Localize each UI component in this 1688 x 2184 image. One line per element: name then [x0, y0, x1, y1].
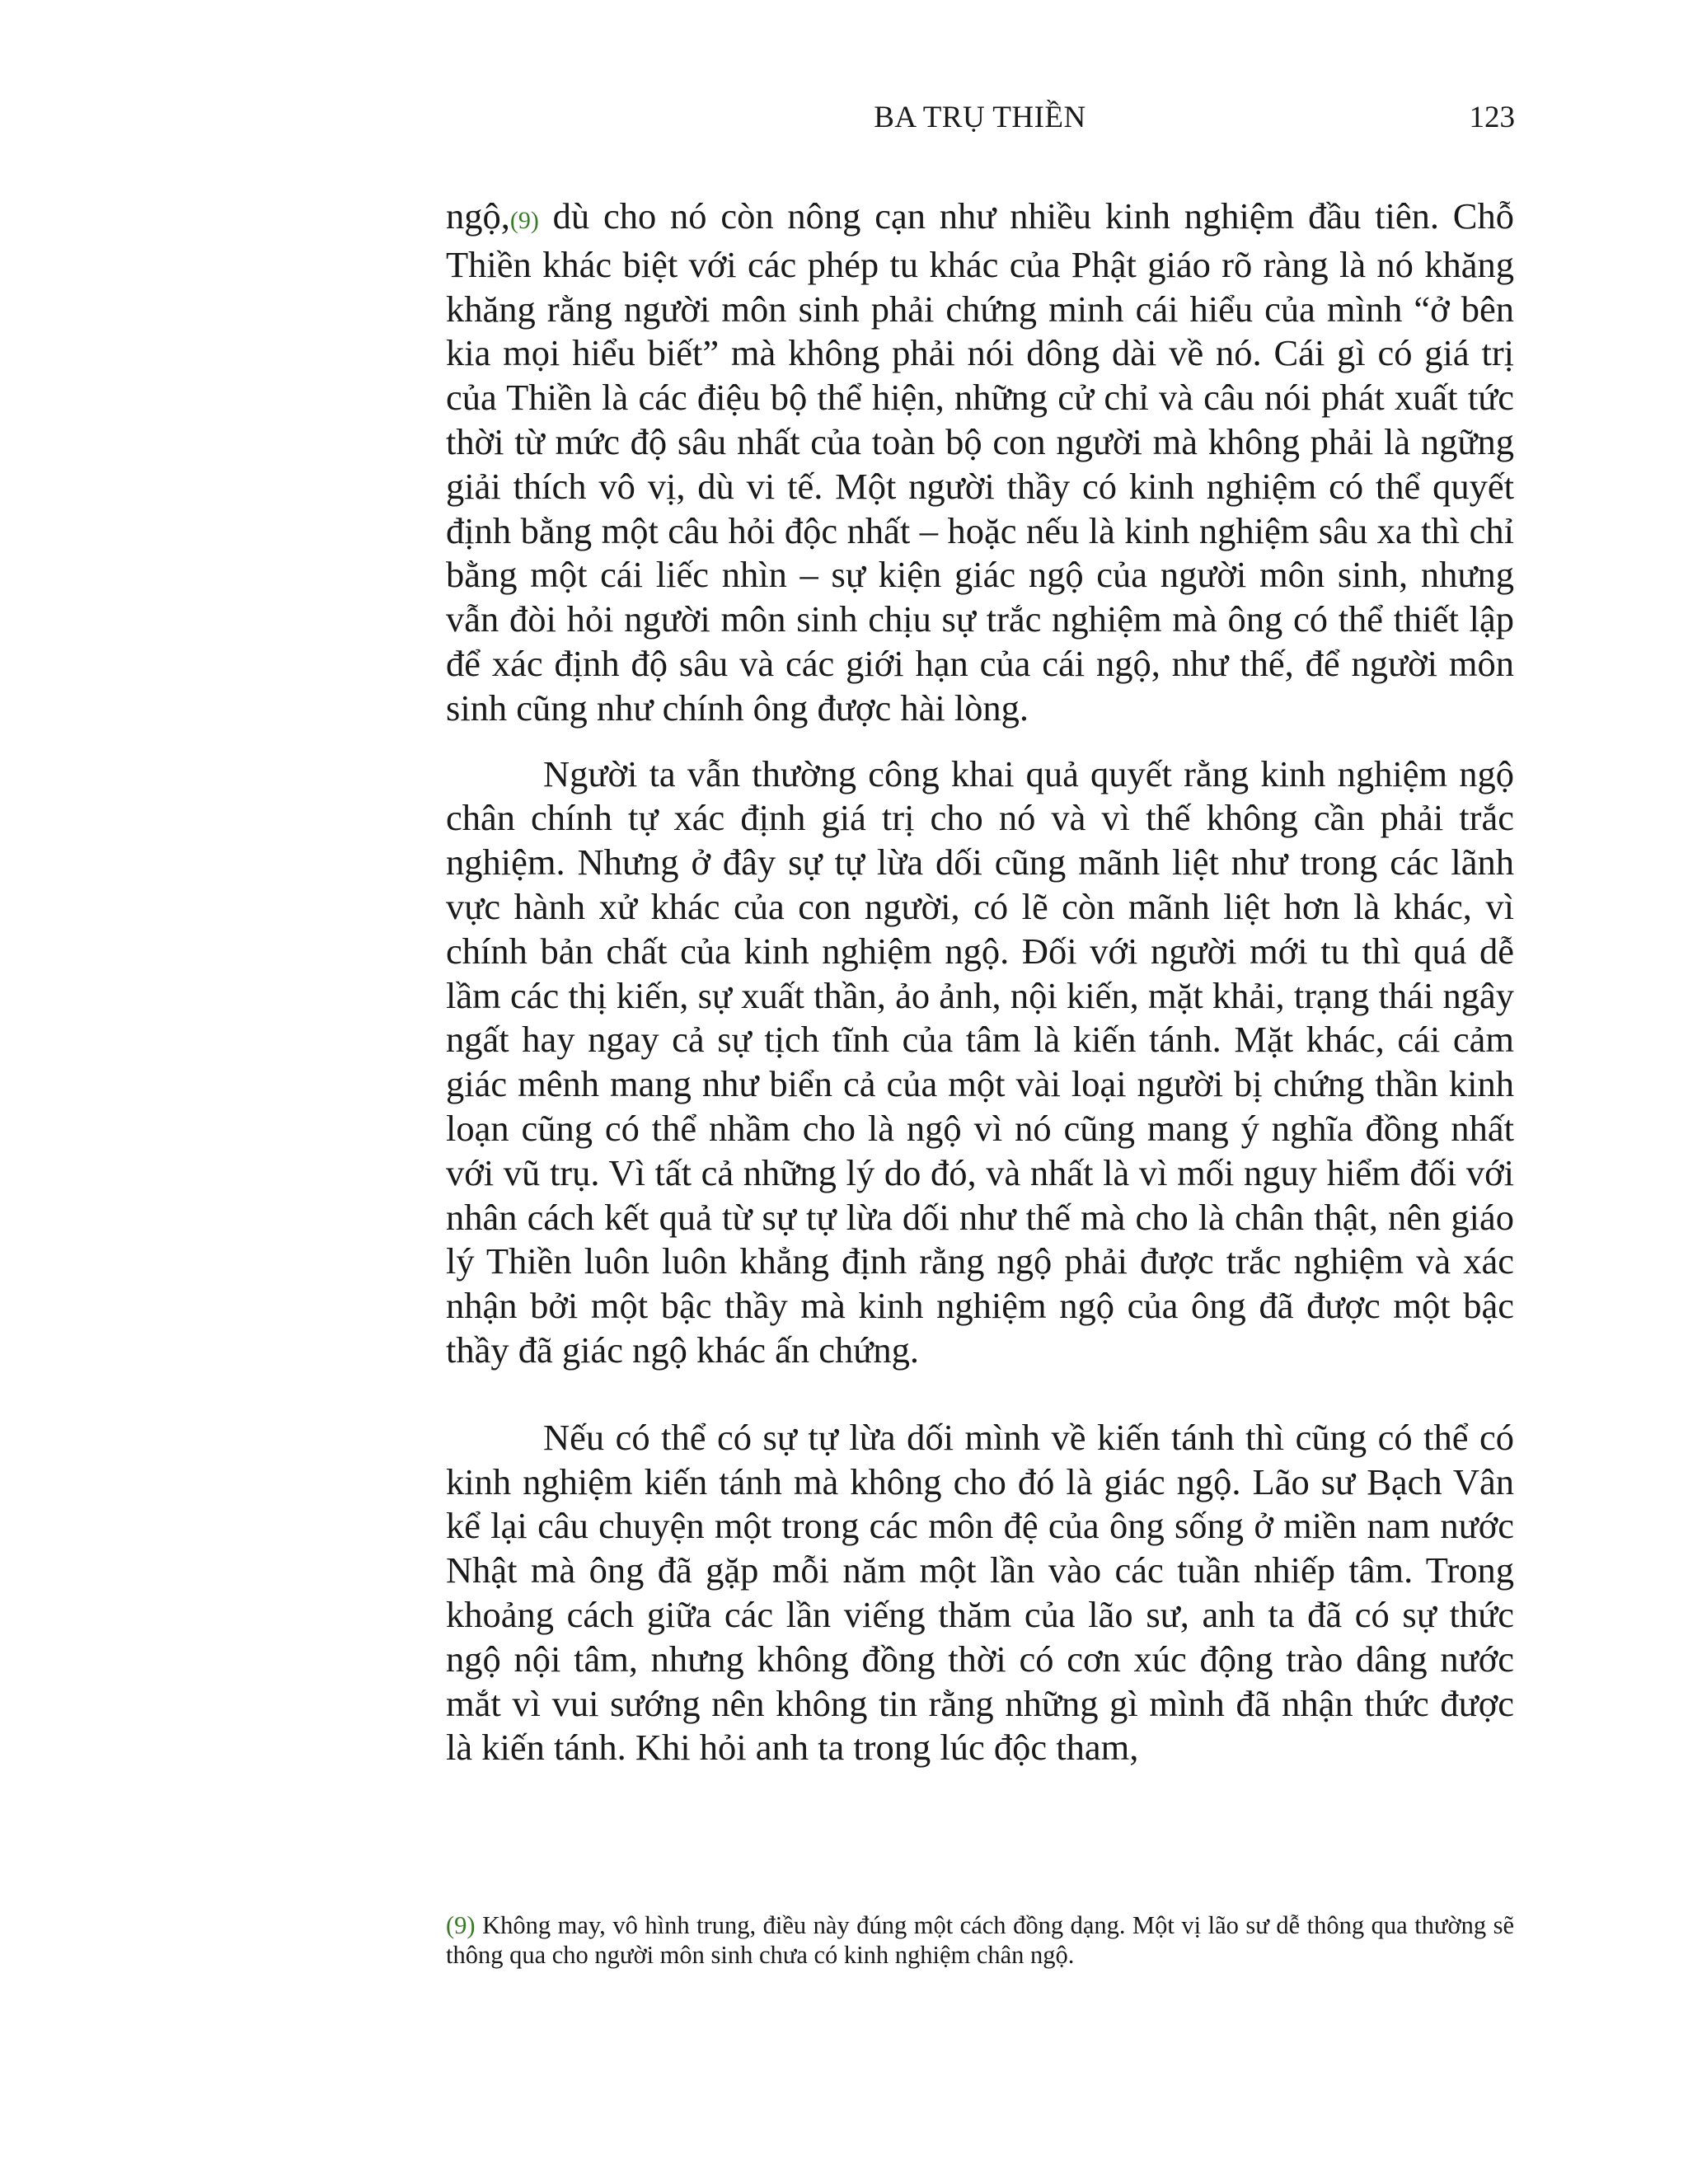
footnote-reference[interactable]: (9): [509, 207, 539, 234]
page-header: [445, 97, 1515, 138]
footnote-9: [446, 1910, 1514, 1970]
paragraph-3: Nếu có thể có sự tự lừa dối mình về kiến tánh thì cũng có thể có kinh nghiệm kiến tánh mà không cho đó là giác ngộ. Lão sư Bạch Vân kể lại câu chuyện một trong các môn đệ của ông sống ở miền nam nước Nhật mà ông đã gặp mỗi năm một lần vào các tuần nhiếp tâm. Trong khoảng cách giữa các lần viếng thăm của lão sư, anh ta đã có sự thức ngộ nội tâm, nhưng không đồng thời có cơn xúc động trào dâng nước mắt vì vui sướng nên không tin rằng những gì mình đã nhận thức được là kiến tánh. Khi hỏi anh ta trong lúc độc tham,: [446, 1416, 1514, 1769]
footnote-text: Không may, vô hình trung, điều này đúng một cách đồng dạng. Một vị lão sư dễ thông qua thường sẽ thông qua cho người môn sinh chưa có kinh nghiệm chân ngộ.: [446, 1911, 1514, 1969]
page-number: 123: [1469, 101, 1515, 134]
footnote: [446, 1910, 1514, 1970]
main-text: [446, 194, 1514, 1770]
footnote-marker: (9): [446, 1911, 476, 1939]
paragraph-1-lead: ngộ,: [446, 195, 510, 237]
running-title: BA TRỤ THIỀN: [874, 101, 1086, 134]
paragraph-1: [446, 194, 1514, 731]
paragraph-1-text: dù cho nó còn nông cạn như nhiều kinh nghiệm đầu tiên. Chỗ Thiền khác biệt với các phép tu khác của Phật giáo rõ ràng là nó khăng khăng rằng người môn sinh phải chứng minh cái hiểu của mình “ở bên kia mọi hiểu biết” mà không phải nói dông dài về nó. Cái gì có giá trị của Thiền là các điệu bộ thể hiện, những cử chỉ và câu nói phát xuất tức thời từ mức độ sâu nhất của toàn bộ con người mà không phải là ngững giải thích vô vị, dù vi tế. Một người thầy có kinh nghiệm có thể quyết định bằng một câu hỏi độc nhất – hoặc nếu là kinh nghiệm sâu xa thì chỉ bằng một cái liếc nhìn – sự kiện giác ngộ của người môn sinh, nhưng vẫn đòi hỏi người môn sinh chịu sự trắc nghiệm mà ông có thể thiết lập để xác định độ sâu và các giới hạn của cái ngộ, như thế, để người môn sinh cũng như chính ông được hài lòng.: [446, 195, 1514, 729]
paragraph-2: Người ta vẫn thường công khai quả quyết rằng kinh nghiệm ngộ chân chính tự xác định giá trị cho nó và vì thế không cần phải trắc nghiệm. Nhưng ở đây sự tự lừa dối cũng mãnh liệt như trong các lãnh vực hành xử khác của con người, có lẽ còn mãnh liệt hơn là khác, vì chính bản chất của kinh nghiệm ngộ. Đối với người mới tu thì quá dễ lầm các thị kiến, sự xuất thần, ảo ảnh, nội kiến, mặt khải, trạng thái ngây ngất hay ngay cả sự tịch tĩnh của tâm là kiến tánh. Mặt khác, cái cảm giác mênh mang như biển cả của một vài loại người bị chứng thần kinh loạn cũng có thể nhầm cho là ngộ vì nó cũng mang ý nghĩa đồng nhất với vũ trụ. Vì tất cả những lý do đó, và nhất là vì mối nguy hiểm đối với nhân cách kết quả từ sự tự lừa dối như thế mà cho là chân thật, nên giáo lý Thiền luôn luôn khẳng định rằng ngộ phải được trắc nghiệm và xác nhận bởi một bậc thầy mà kinh nghiệm ngộ của ông đã được một bậc thầy đã giác ngộ khác ấn chứng.: [446, 752, 1514, 1371]
